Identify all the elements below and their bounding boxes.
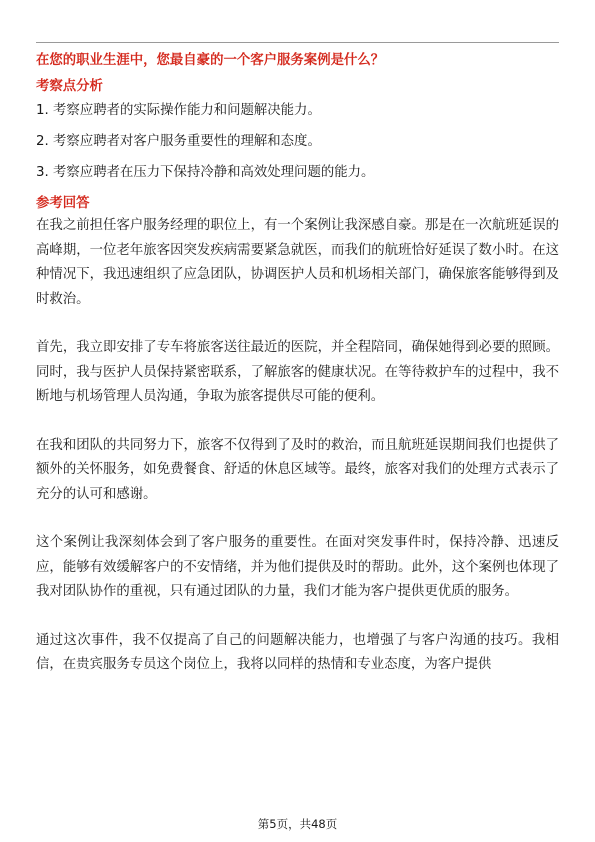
interview-question: 在您的职业生涯中，您最自豪的一个客户服务案例是什么？ bbox=[36, 53, 385, 68]
analysis-point: 3. 考察应聘者在压力下保持冷静和高效处理问题的能力。 bbox=[36, 165, 375, 180]
page-number-footer: 第5页，共48页 bbox=[257, 817, 338, 831]
answer-paragraph: 在我和团队的共同努力下，旅客不仅得到了及时的救治，而且航班延误期间我们也提供了额外的关怀服务，如免费餐食、舒适的休息区域等。最终，旅客对我们的处理方式表示了充分的认可和感谢。 bbox=[36, 437, 559, 502]
analysis-heading: 考察点分析 bbox=[36, 79, 103, 94]
answer-paragraph: 通过这次事件，我不仅提高了自己的问题解决能力，也增强了与客户沟通的技巧。我相信，在贵宾服务专员这个岗位上，我将以同样的热情和专业态度，为客户提供 bbox=[36, 632, 559, 672]
answer-paragraph: 在我之前担任客户服务经理的职位上，有一个案例让我深感自豪。那是在一次航班延误的高峰期，一位老年旅客因突发疾病需要紧急就医，而我们的航班恰好延误了数小时。在这种情况下，我迅速组织了应急团队，协调医护人员和机场相关部门，确保旅客能够得到及时救治。 bbox=[36, 218, 559, 307]
answer-heading: 参考回答 bbox=[36, 196, 90, 211]
answer-paragraph: 这个案例让我深刻体会到了客户服务的重要性。在面对突发事件时，保持冷静、迅速反应，能够有效缓解客户的不安情绪，并为他们提供及时的帮助。此外，这个案例也体现了我对团队协作的重视，只有通过团队的力量，我们才能为客户提供更优质的服务。 bbox=[36, 535, 559, 599]
analysis-point: 1. 考察应聘者的实际操作能力和问题解决能力。 bbox=[36, 103, 321, 118]
answer-body bbox=[36, 214, 559, 678]
analysis-point: 2. 考察应聘者对客户服务重要性的理解和态度。 bbox=[36, 134, 321, 149]
page-content bbox=[36, 51, 559, 702]
answer-paragraph: 首先，我立即安排了专车将旅客送往最近的医院，并全程陪同，确保她得到必要的照顾。同时，我与医护人员保持紧密联系，了解旅客的健康状况。在等待救护车的过程中，我不断地与机场管理人员沟通，争取为旅客提供尽可能的便利。 bbox=[36, 340, 559, 404]
analysis-point-list bbox=[36, 101, 559, 183]
header-rule bbox=[36, 42, 559, 43]
